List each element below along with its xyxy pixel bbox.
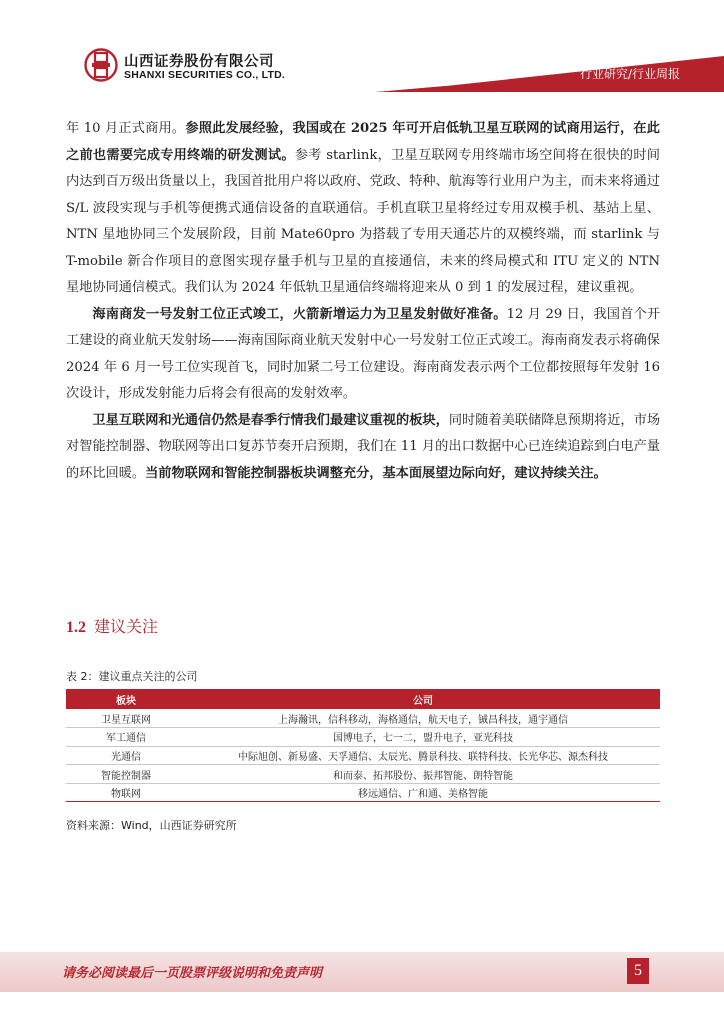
- section-heading: [66, 614, 158, 637]
- disclaimer-text: 请务必阅读最后一页股票评级说明和免责声明: [62, 966, 323, 981]
- body-text: [66, 116, 660, 487]
- companies-cell: 和而泰、拓邦股份、振邦智能、朗特智能: [186, 765, 660, 784]
- bold-text-run: 参照此发展经验，我国或在 2025 年可开启低轨卫星互联网的试商用运行，在此之前也需要完成专用终端的研发测试。: [66, 121, 660, 163]
- header-companies: 公司: [186, 689, 660, 709]
- table-row: [66, 728, 660, 747]
- companies-cell: 上海瀚讯，信科移动，海格通信，航天电子，铖昌科技，通宇通信: [186, 709, 660, 728]
- sector-cell: 光通信: [66, 746, 186, 765]
- section-title: 建议关注: [94, 617, 159, 636]
- section-number: 1.2: [66, 619, 86, 636]
- sector-cell: 智能控制器: [66, 765, 186, 784]
- sector-cell: 卫星互联网: [66, 709, 186, 728]
- table-header-row: [66, 689, 660, 709]
- companies-cell: 移远通信、广和通、美格智能: [186, 783, 660, 802]
- companies-cell: 中际旭创、新易盛、天孚通信、太辰光、腾景科技、联特科技、长光华芯、源杰科技: [186, 746, 660, 765]
- bold-text-run: 海南商发一号发射工位正式竣工，火箭新增运力为卫星发射做好准备。: [92, 306, 507, 322]
- table-row: [66, 746, 660, 765]
- table-row: [66, 709, 660, 728]
- page-header: [0, 0, 724, 100]
- report-type-tag: 行业研究/行业周报: [579, 67, 680, 81]
- bold-text-run: 卫星互联网和光通信仍然是春季行情我们最建议重视的板块，: [92, 412, 449, 428]
- paragraph: [66, 116, 660, 302]
- companies-cell: 国博电子，七一二，盟升电子，亚光科技: [186, 728, 660, 747]
- text-run: 参考 starlink，卫星互联网专用终端市场空间将在很快的时间内达到百万级出货量以上，我国首批用户将以政府、党政、特种、航海等行业用户为主，而未来将通过 S/L 波段实现与手机等便携式通信设备的直联通信。手机直联卫星将经过专用双模手机、基站上星、NTN 星地协同三个发展阶段，目前 Mate60pro 为搭载了专用天通芯片的双模终端，而 starlink 与 T-mobile 新合作项目的意图实现存量手机与卫星的直接通信，未来的终局模式和 ITU 定义的 NTN 星地协同通信模式。我们认为 2024 年低轨卫星通信终端将迎来从 0 到 1 的发展过程，建议重视。: [66, 147, 660, 295]
- table-source: 资料来源：Wind，山西证券研究所: [66, 819, 237, 832]
- page-number: 5: [627, 958, 649, 984]
- text-run: 同时随着美联储降息预期将近，市场对智能控制器、物联网等出口复苏节奏开启预期，我们在 11 月的出口数据中心已连续追踪到白电产量的环比回暖。: [66, 412, 661, 481]
- company-name-en: SHANXI SECURITIES CO., LTD.: [124, 69, 285, 81]
- company-logo-icon: [84, 48, 118, 82]
- company-name-cn: 山西证券股份有限公司: [124, 54, 274, 70]
- text-run: 12 月 29 日，我国首个开工建设的商业航天发射场——海南国际商业航天发射中心一号发射工位正式竣工。海南商发表示将确保 2024 年 6 月一号工位实现首飞，同时加紧二号工位建设。海南商发表示两个工位都按照每年发射 16 次设计，形成发射能力后将会有很高的发射效率。: [66, 306, 661, 401]
- paragraph: [66, 408, 660, 488]
- header-sector: 板块: [66, 689, 186, 709]
- sector-cell: 物联网: [66, 783, 186, 802]
- table-row: [66, 783, 660, 802]
- paragraph: [66, 302, 660, 408]
- text-run: 年 10 月正式商用。: [66, 121, 186, 136]
- table-caption: 表 2：建议重点关注的公司: [66, 670, 198, 683]
- sector-cell: 军工通信: [66, 728, 186, 747]
- table-row: [66, 765, 660, 784]
- bold-text-run: 当前物联网和智能控制器板块调整充分，基本面展望边际向好，建议持续关注。: [145, 465, 607, 481]
- recommended-companies-table: [66, 689, 660, 802]
